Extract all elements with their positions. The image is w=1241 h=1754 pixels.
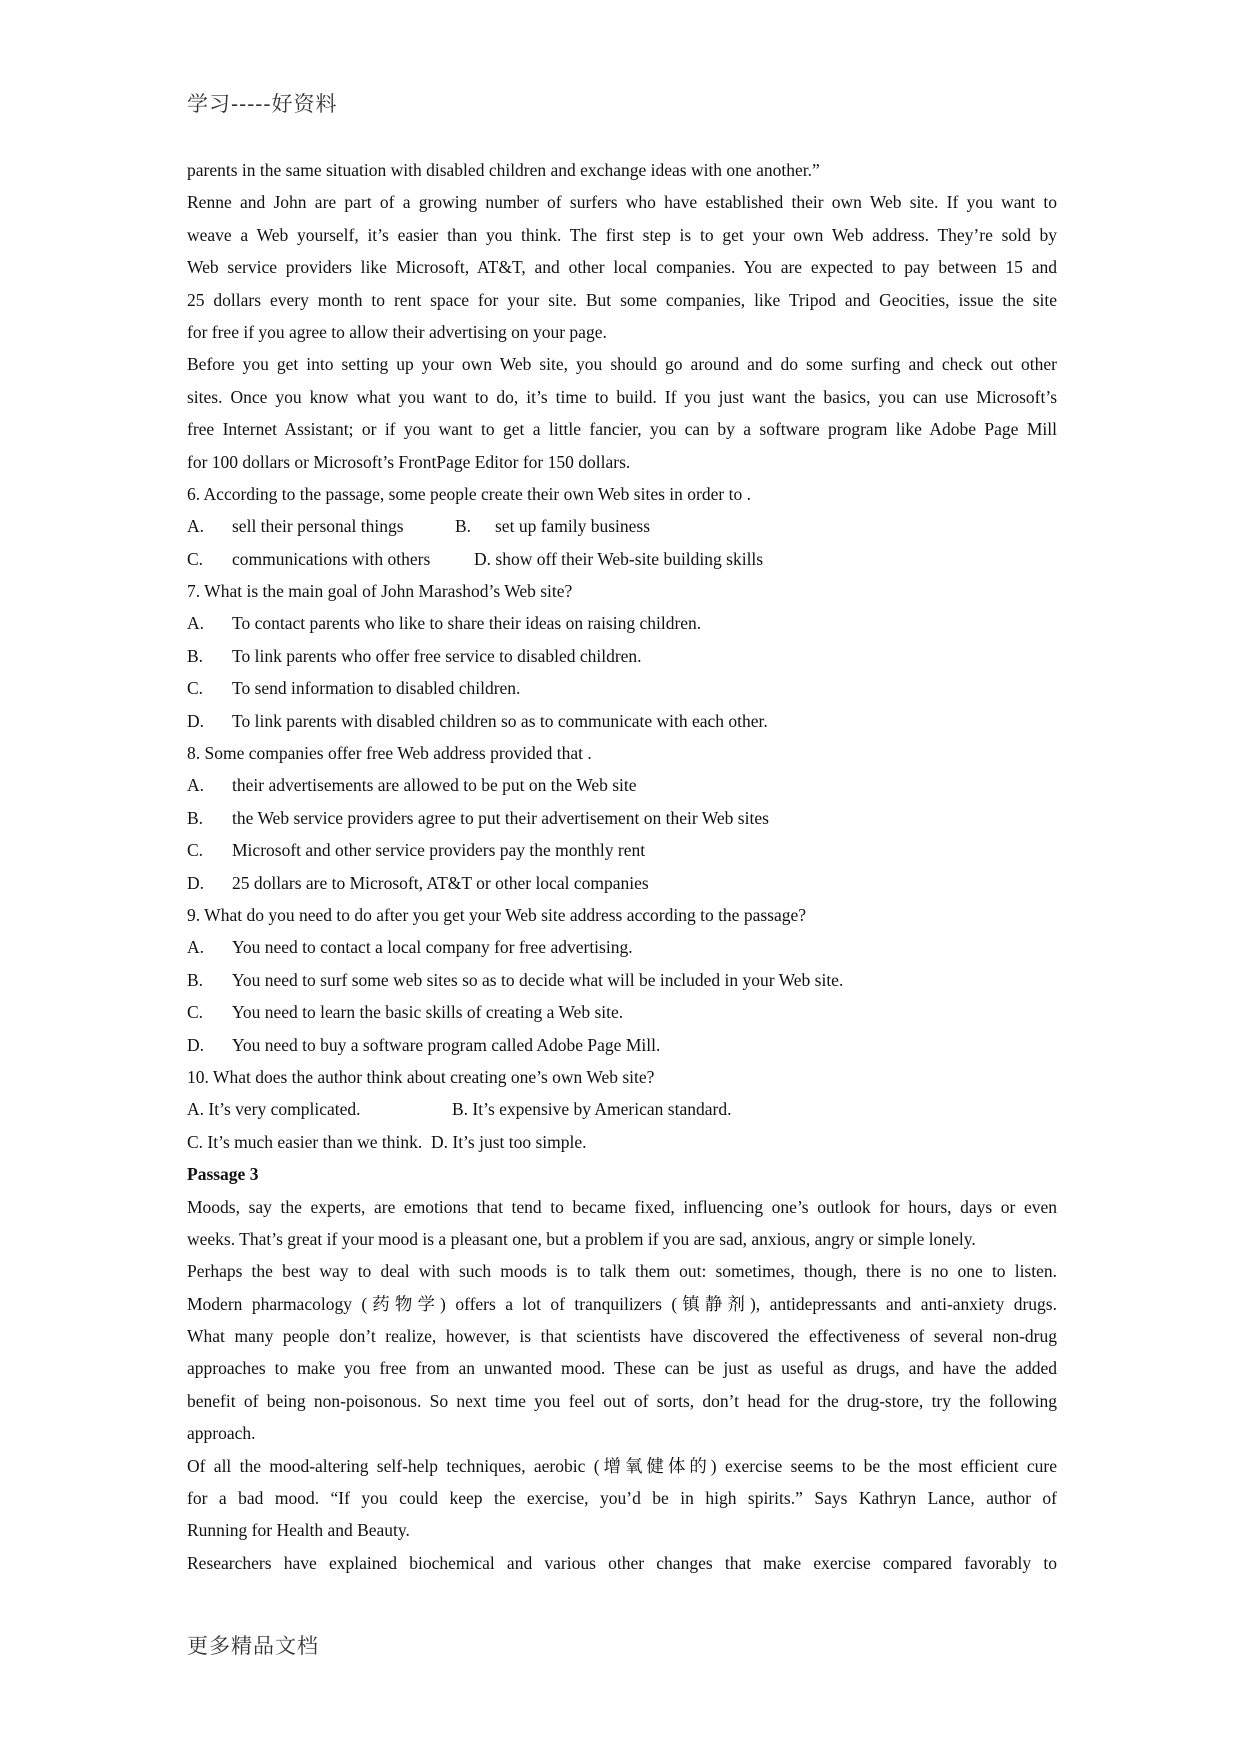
text-line: What many people don’t realize, however, is that scientists have discovered the effectiveness of several non-drug xyxy=(187,1326,1057,1347)
text-line: 25 dollars every month to rent space for your site. But some companies, like Tripod and Geocities, issue the site xyxy=(187,289,1057,310)
option-label: D. xyxy=(187,1034,205,1055)
question-option xyxy=(187,931,1057,963)
option-label: A. xyxy=(187,937,205,958)
option-text: set up family business xyxy=(495,516,651,537)
question-6-options-cd xyxy=(187,543,1057,575)
question-10-options-cd: C. It’s much easier than we think. D. It’s just too simple. xyxy=(187,1131,587,1152)
question-option xyxy=(187,705,1057,737)
option-label: C. xyxy=(187,840,204,861)
option-text: Microsoft and other service providers pay the monthly rent xyxy=(232,840,646,861)
option-label: C. xyxy=(187,678,204,699)
text-line: Web service providers like Microsoft, AT&T, and other local companies. You are expected to pay between 15 and xyxy=(187,257,1057,278)
option-text: their advertisements are allowed to be put on the Web site xyxy=(232,775,637,796)
text-line: Modern pharmacology (药物学) offers a lot of tranquilizers (镇静剂), antidepressants and anti-anxiety drugs. xyxy=(187,1293,1057,1314)
option-label: B. xyxy=(187,807,204,828)
question-option xyxy=(187,867,1057,899)
text-line: Researchers have explained biochemical and various other changes that make exercise compared favorably to xyxy=(187,1552,1057,1573)
option-text: D. show off their Web-site building skills xyxy=(474,548,764,569)
page-footer: 更多精品文档 xyxy=(187,1634,319,1658)
text-line: free Internet Assistant; or if you want to get a little fancier, you can by a software program like Adobe Page Mill xyxy=(187,419,1057,440)
page-header: 学习-----好资料 xyxy=(187,92,338,116)
option-label: D. xyxy=(187,710,205,731)
option-text: the Web service providers agree to put their advertisement on their Web sites xyxy=(232,807,769,828)
text-line: Running for Health and Beauty. xyxy=(187,1520,410,1541)
question-option xyxy=(187,964,1057,996)
text-line: benefit of being non-poisonous. So next time you feel out of sorts, don’t head for the drug-store, try the following xyxy=(187,1390,1057,1411)
option-label: A. xyxy=(187,775,205,796)
question-option xyxy=(187,769,1057,801)
question-10-stem: 10. What does the author think about creating one’s own Web site? xyxy=(187,1066,655,1087)
text-line: approach. xyxy=(187,1423,256,1444)
text-line: weeks. That’s great if your mood is a pleasant one, but a problem if you are sad, anxious, angry or simple lonely. xyxy=(187,1228,976,1249)
option-label: D. xyxy=(187,872,205,893)
option-text: You need to buy a software program called Adobe Page Mill. xyxy=(232,1034,661,1055)
text-line: Of all the mood-altering self-help techniques, aerobic (增氧健体的) exercise seems to be the most efficient cure xyxy=(187,1455,1057,1476)
text-line: Renne and John are part of a growing number of surfers who have established their own Web site. If you want to xyxy=(187,192,1057,213)
option-text: To link parents who offer free service to disabled children. xyxy=(232,645,642,666)
question-8-stem: 8. Some companies offer free Web address provided that . xyxy=(187,743,592,764)
text-line: approaches to make you free from an unwanted mood. These can be just as useful as drugs, and have the added xyxy=(187,1358,1057,1379)
question-6-options-ab xyxy=(187,510,1057,542)
option-label: C. xyxy=(187,1002,204,1023)
text-line: parents in the same situation with disabled children and exchange ideas with one another.” xyxy=(187,160,820,180)
text-line: sites. Once you know what you want to do, it’s time to build. If you just want the basics, you can use Microsoft’s xyxy=(187,386,1057,407)
option-text: A. It’s very complicated. xyxy=(187,1099,361,1120)
option-text: 25 dollars are to Microsoft, AT&T or other local companies xyxy=(232,872,649,893)
question-option xyxy=(187,640,1057,672)
option-text: You need to surf some web sites so as to decide what will be included in your Web site. xyxy=(232,969,844,990)
text-line: for a bad mood. “If you could keep the exercise, you’d be in high spirits.” Says Kathryn Lance, author of xyxy=(187,1488,1057,1509)
option-label: A. xyxy=(187,613,205,634)
option-label: B. xyxy=(187,969,204,990)
option-text: B. It’s expensive by American standard. xyxy=(452,1099,732,1120)
option-label: B. xyxy=(455,516,472,537)
option-label: C. xyxy=(187,548,204,569)
question-10-options-ab xyxy=(187,1093,1057,1125)
question-option xyxy=(187,1029,1057,1061)
question-option xyxy=(187,672,1057,704)
text-line: for 100 dollars or Microsoft’s FrontPage Editor for 150 dollars. xyxy=(187,451,631,472)
text-line: Before you get into setting up your own Web site, you should go around and do some surfing and check out other xyxy=(187,354,1057,375)
question-option xyxy=(187,802,1057,834)
passage-3-title: Passage 3 xyxy=(187,1164,259,1185)
question-6-stem: 6. According to the passage, some people create their own Web sites in order to . xyxy=(187,483,751,504)
question-option xyxy=(187,607,1057,639)
question-option xyxy=(187,996,1057,1028)
option-label: B. xyxy=(187,645,204,666)
option-text: communications with others xyxy=(232,548,431,569)
question-7-stem: 7. What is the main goal of John Marashod’s Web site? xyxy=(187,581,573,602)
option-text: To link parents with disabled children so as to communicate with each other. xyxy=(232,710,768,731)
text-line: Moods, say the experts, are emotions that tend to became fixed, influencing one’s outlook for hours, days or even xyxy=(187,1196,1057,1217)
option-text: sell their personal things xyxy=(232,516,404,537)
text-line: for free if you agree to allow their advertising on your page. xyxy=(187,321,607,342)
option-text: You need to learn the basic skills of creating a Web site. xyxy=(232,1002,624,1023)
option-text: To contact parents who like to share their ideas on raising children. xyxy=(232,613,702,634)
option-text: To send information to disabled children. xyxy=(232,678,521,699)
question-9-stem: 9. What do you need to do after you get your Web site address according to the passage? xyxy=(187,904,807,925)
question-option xyxy=(187,834,1057,866)
text-line: Perhaps the best way to deal with such moods is to talk them out: sometimes, though, there is no one to listen. xyxy=(187,1261,1057,1282)
option-label: A. xyxy=(187,516,205,537)
option-text: You need to contact a local company for free advertising. xyxy=(232,937,633,958)
text-line: weave a Web yourself, it’s easier than you think. The first step is to get your own Web address. They’re sold by xyxy=(187,224,1057,245)
document-body xyxy=(187,154,1057,1579)
